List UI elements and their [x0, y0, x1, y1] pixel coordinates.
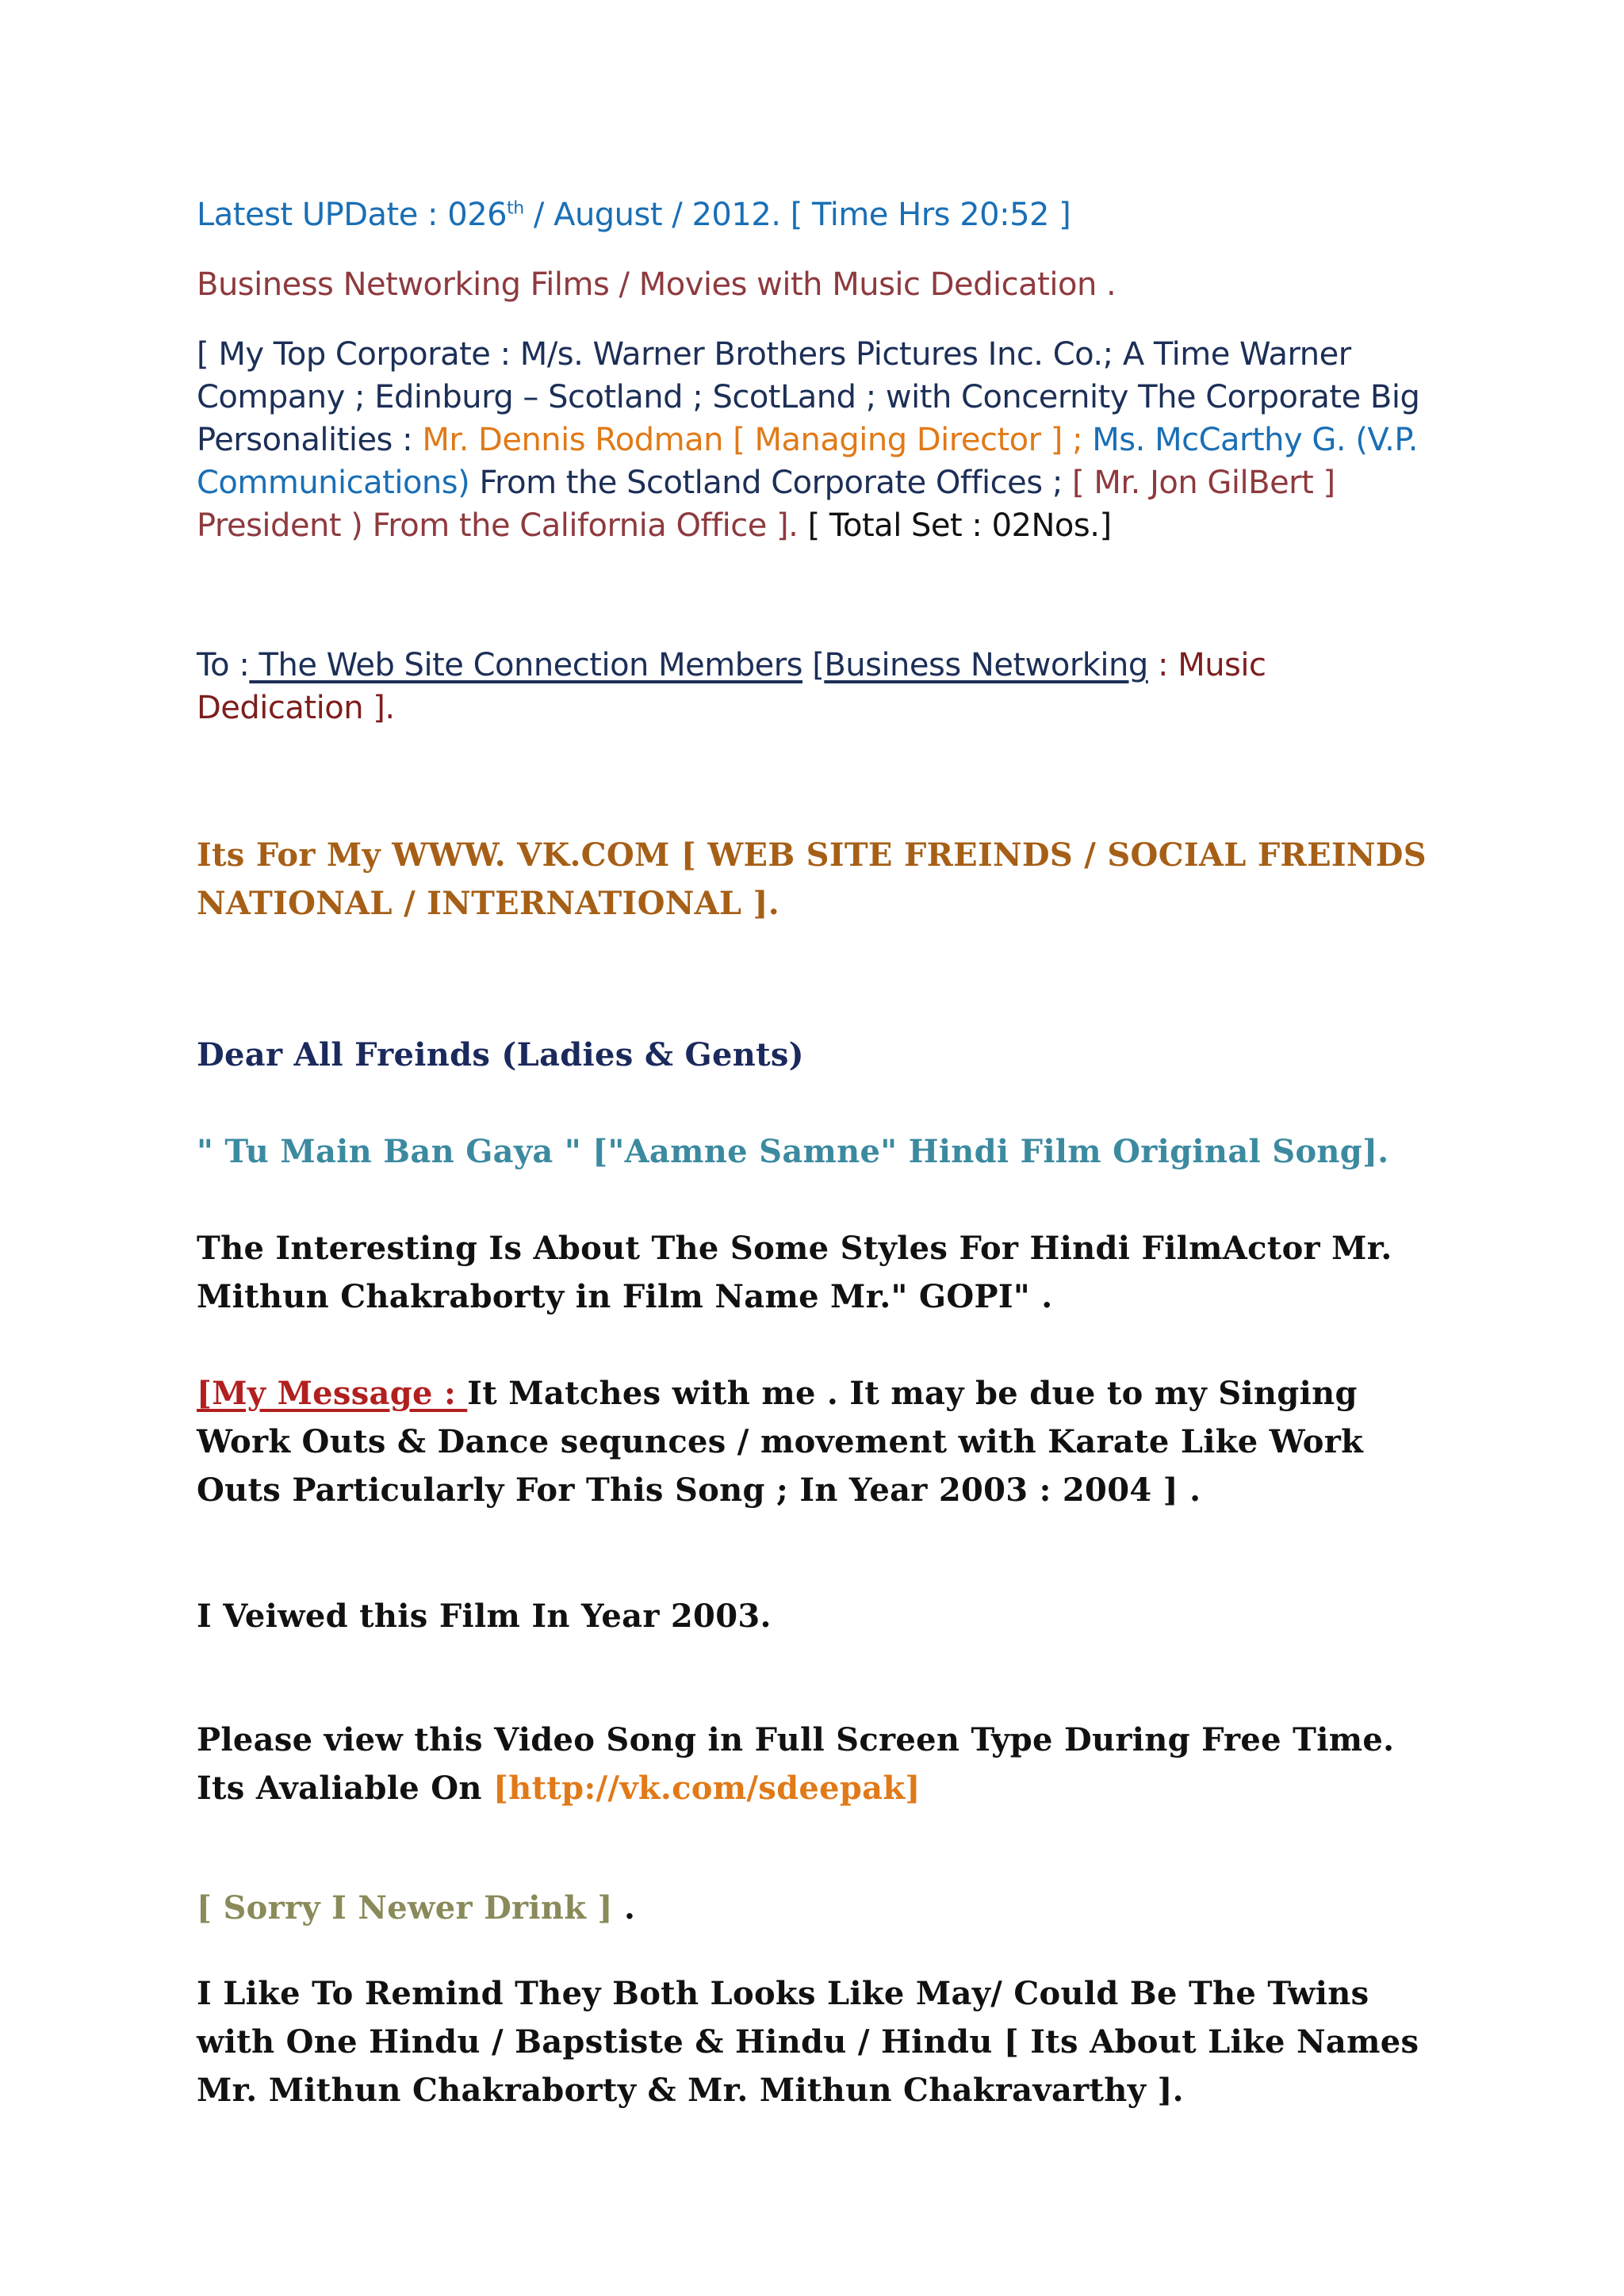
- sorry-line: [197, 1884, 1434, 1932]
- vk-heading: Its For My WWW. VK.COM [ WEB SITE FREINDS / SOCIAL FREINDS NATIONAL / INTERNATIONAL ].: [197, 836, 1427, 922]
- to-label: To :: [197, 647, 250, 683]
- gilbert-text: [ Mr. Jon GilBert ] President ) From the California Office ].: [197, 465, 1335, 544]
- total-set-text: [ Total Set : 02Nos.]: [807, 507, 1112, 544]
- members-text: The Web Site Connection Members: [249, 647, 802, 683]
- interesting-paragraph: The Interesting Is About The Some Styles For Hindi FilmActor Mr. Mithun Chakraborty in Film Name Mr." GOPI" .: [197, 1230, 1392, 1315]
- please-view-paragraph: [197, 1716, 1434, 1812]
- message-label: [My Message :: [197, 1375, 468, 1412]
- update-date: Latest UPDate : 026: [197, 197, 508, 233]
- subtitle: Business Networking Films / Movies with Music Dedication .: [197, 266, 1116, 303]
- message-text: It Matches with me . It may be due to my Singing Work Outs & Dance sequnces / movement with Karate Like Work Outs Particularly For This Song ; In Year 2003 : 2004 ] .: [197, 1375, 1364, 1509]
- latest-update-line: [197, 193, 1434, 236]
- networking-text: Business Networking: [824, 647, 1148, 683]
- update-time: / August / 2012. [ Time Hrs 20:52 ]: [523, 197, 1071, 233]
- remind-paragraph: I Like To Remind They Both Looks Like May/ Could Be The Twins with One Hindu / Bapstiste & Hindu / Hindu [ Its About Like Names Mr. Mithun Chakraborty & Mr. Mithun Chakravarthy ].: [197, 1975, 1419, 2109]
- bracket-text: [: [802, 647, 825, 683]
- corporate-paragraph: [197, 333, 1434, 547]
- viewed-line: I Veiwed this Film In Year 2003.: [197, 1598, 772, 1635]
- update-date-suffix: th: [507, 198, 524, 219]
- vk-link[interactable]: [http://vk.com/sdeepak]: [493, 1770, 921, 1807]
- music-dedication-text: : Music Dedication ].: [197, 647, 1266, 726]
- message-paragraph: [197, 1369, 1434, 1514]
- sorry-dot: .: [624, 1889, 636, 1927]
- greeting: Dear All Freinds (Ladies & Gents): [197, 1036, 804, 1073]
- rodman-text: Mr. Dennis Rodman [ Managing Director ] ;: [422, 422, 1093, 458]
- to-line: [197, 644, 1434, 729]
- scotland-office-text: From the Scotland Corporate Offices ;: [479, 465, 1073, 501]
- corporate-intro: [ My Top Corporate : M/s. Warner Brothers Pictures Inc. Co.; A Time Warner Company ; Edinburg – Scotland ; ScotLand ; with Concernity The Corporate Big Personalities :: [197, 336, 1420, 458]
- please-view-text: Please view this Video Song in Full Screen Type During Free Time. Its Avaliable On: [197, 1721, 1395, 1807]
- song-title: " Tu Main Ban Gaya " ["Aamne Samne" Hindi Film Original Song].: [197, 1133, 1389, 1170]
- sorry-text: [ Sorry I Newer Drink ]: [197, 1889, 624, 1927]
- mccarthy-text: Ms. McCarthy G. (V.P. Communications): [197, 422, 1418, 501]
